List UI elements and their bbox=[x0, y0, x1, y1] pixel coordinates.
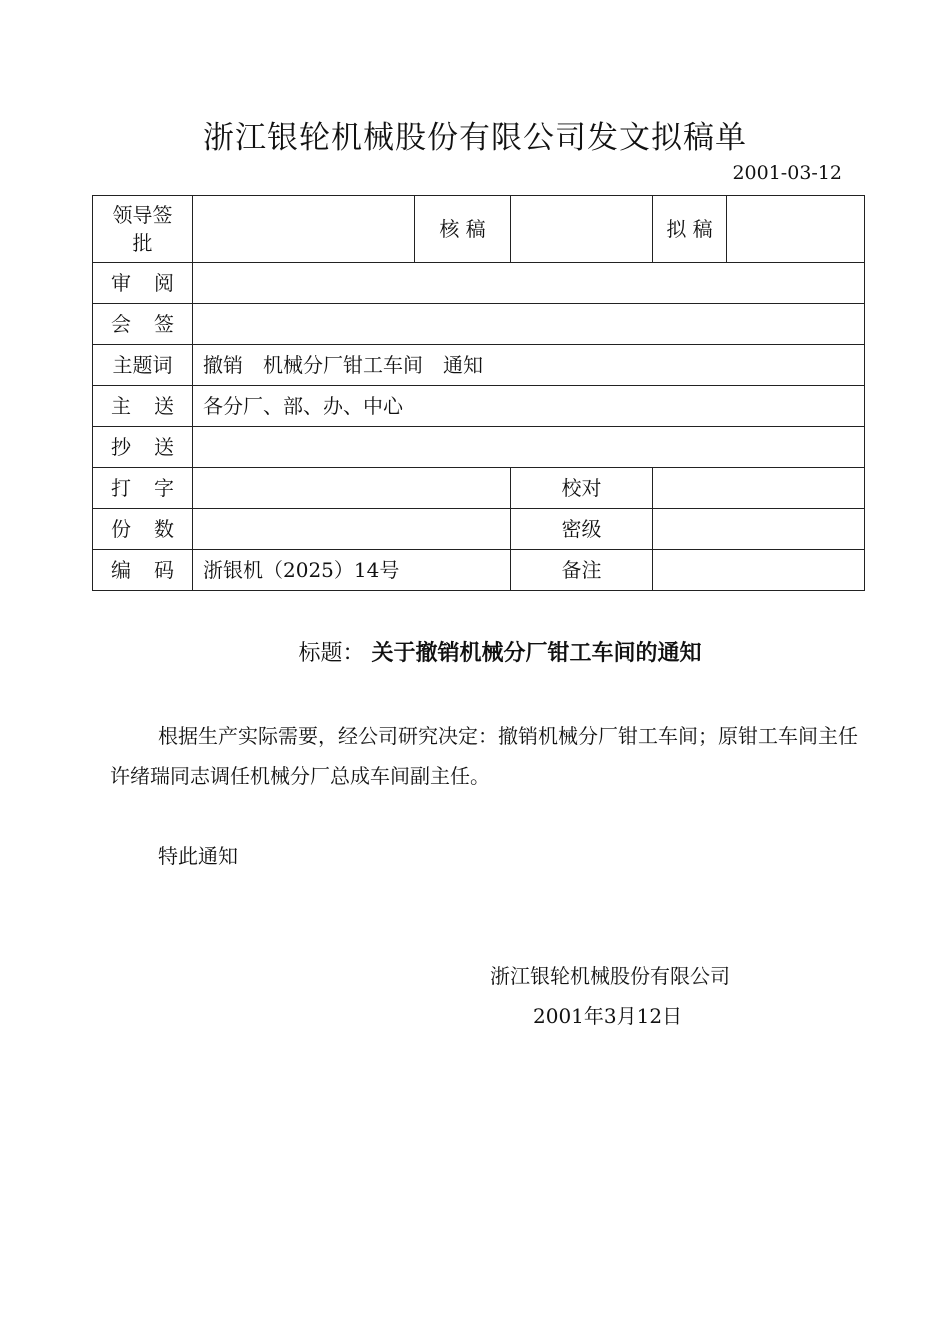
table-row bbox=[93, 196, 865, 263]
draft-label: 拟 稿 bbox=[653, 196, 727, 263]
signature-date: 2001年3月12日 bbox=[533, 1004, 683, 1028]
form-title: 浙江银轮机械股份有限公司发文拟稿单 bbox=[203, 120, 747, 156]
read-field[interactable] bbox=[193, 263, 865, 304]
keywords-field[interactable]: 撤销 机械分厂钳工车间 通知 bbox=[193, 345, 865, 386]
document-title-text: 关于撤销机械分厂钳工车间的通知 bbox=[371, 641, 702, 666]
leader-sign-label: 领导签批 bbox=[93, 196, 193, 263]
typing-field[interactable] bbox=[193, 468, 511, 509]
cc-label: 抄送 bbox=[93, 427, 193, 468]
document-body: 根据生产实际需要，经公司研究决定：撤销机械分厂钳工车间；原钳工车间主任许绪瑞同志调任机械分厂总成车间副主任。 bbox=[110, 724, 858, 788]
table-row bbox=[93, 304, 865, 345]
code-field[interactable]: 浙银机（2025）14号 bbox=[193, 550, 511, 591]
main-send-label: 主送 bbox=[93, 386, 193, 427]
review-draft-field[interactable] bbox=[511, 196, 653, 263]
code-label: 编码 bbox=[93, 550, 193, 591]
keywords-label: 主题词 bbox=[93, 345, 193, 386]
draft-form-table bbox=[92, 195, 865, 591]
remark-label: 备注 bbox=[511, 550, 653, 591]
leader-sign-field[interactable] bbox=[193, 196, 415, 263]
secret-label: 密级 bbox=[511, 509, 653, 550]
document-title bbox=[0, 636, 950, 667]
table-row bbox=[93, 427, 865, 468]
table-row bbox=[93, 509, 865, 550]
countersign-field[interactable] bbox=[193, 304, 865, 345]
proofread-field[interactable] bbox=[653, 468, 865, 509]
form-date: 2001-03-12 bbox=[732, 162, 842, 184]
main-send-field[interactable]: 各分厂、部、办、中心 bbox=[193, 386, 865, 427]
draft-field[interactable] bbox=[727, 196, 865, 263]
table-row bbox=[93, 386, 865, 427]
typing-label: 打字 bbox=[93, 468, 193, 509]
cc-field[interactable] bbox=[193, 427, 865, 468]
review-draft-label: 核 稿 bbox=[415, 196, 511, 263]
table-row bbox=[93, 550, 865, 591]
table-row bbox=[93, 345, 865, 386]
document-closing: 特此通知 bbox=[158, 844, 238, 868]
secret-field[interactable] bbox=[653, 509, 865, 550]
signature-organization: 浙江银轮机械股份有限公司 bbox=[490, 964, 730, 988]
copies-field[interactable] bbox=[193, 509, 511, 550]
table-row bbox=[93, 468, 865, 509]
proofread-label: 校对 bbox=[511, 468, 653, 509]
table-row bbox=[93, 263, 865, 304]
remark-field[interactable] bbox=[653, 550, 865, 591]
read-label: 审阅 bbox=[93, 263, 193, 304]
document-title-prefix: 标题： bbox=[298, 641, 365, 666]
copies-label: 份数 bbox=[93, 509, 193, 550]
countersign-label: 会签 bbox=[93, 304, 193, 345]
